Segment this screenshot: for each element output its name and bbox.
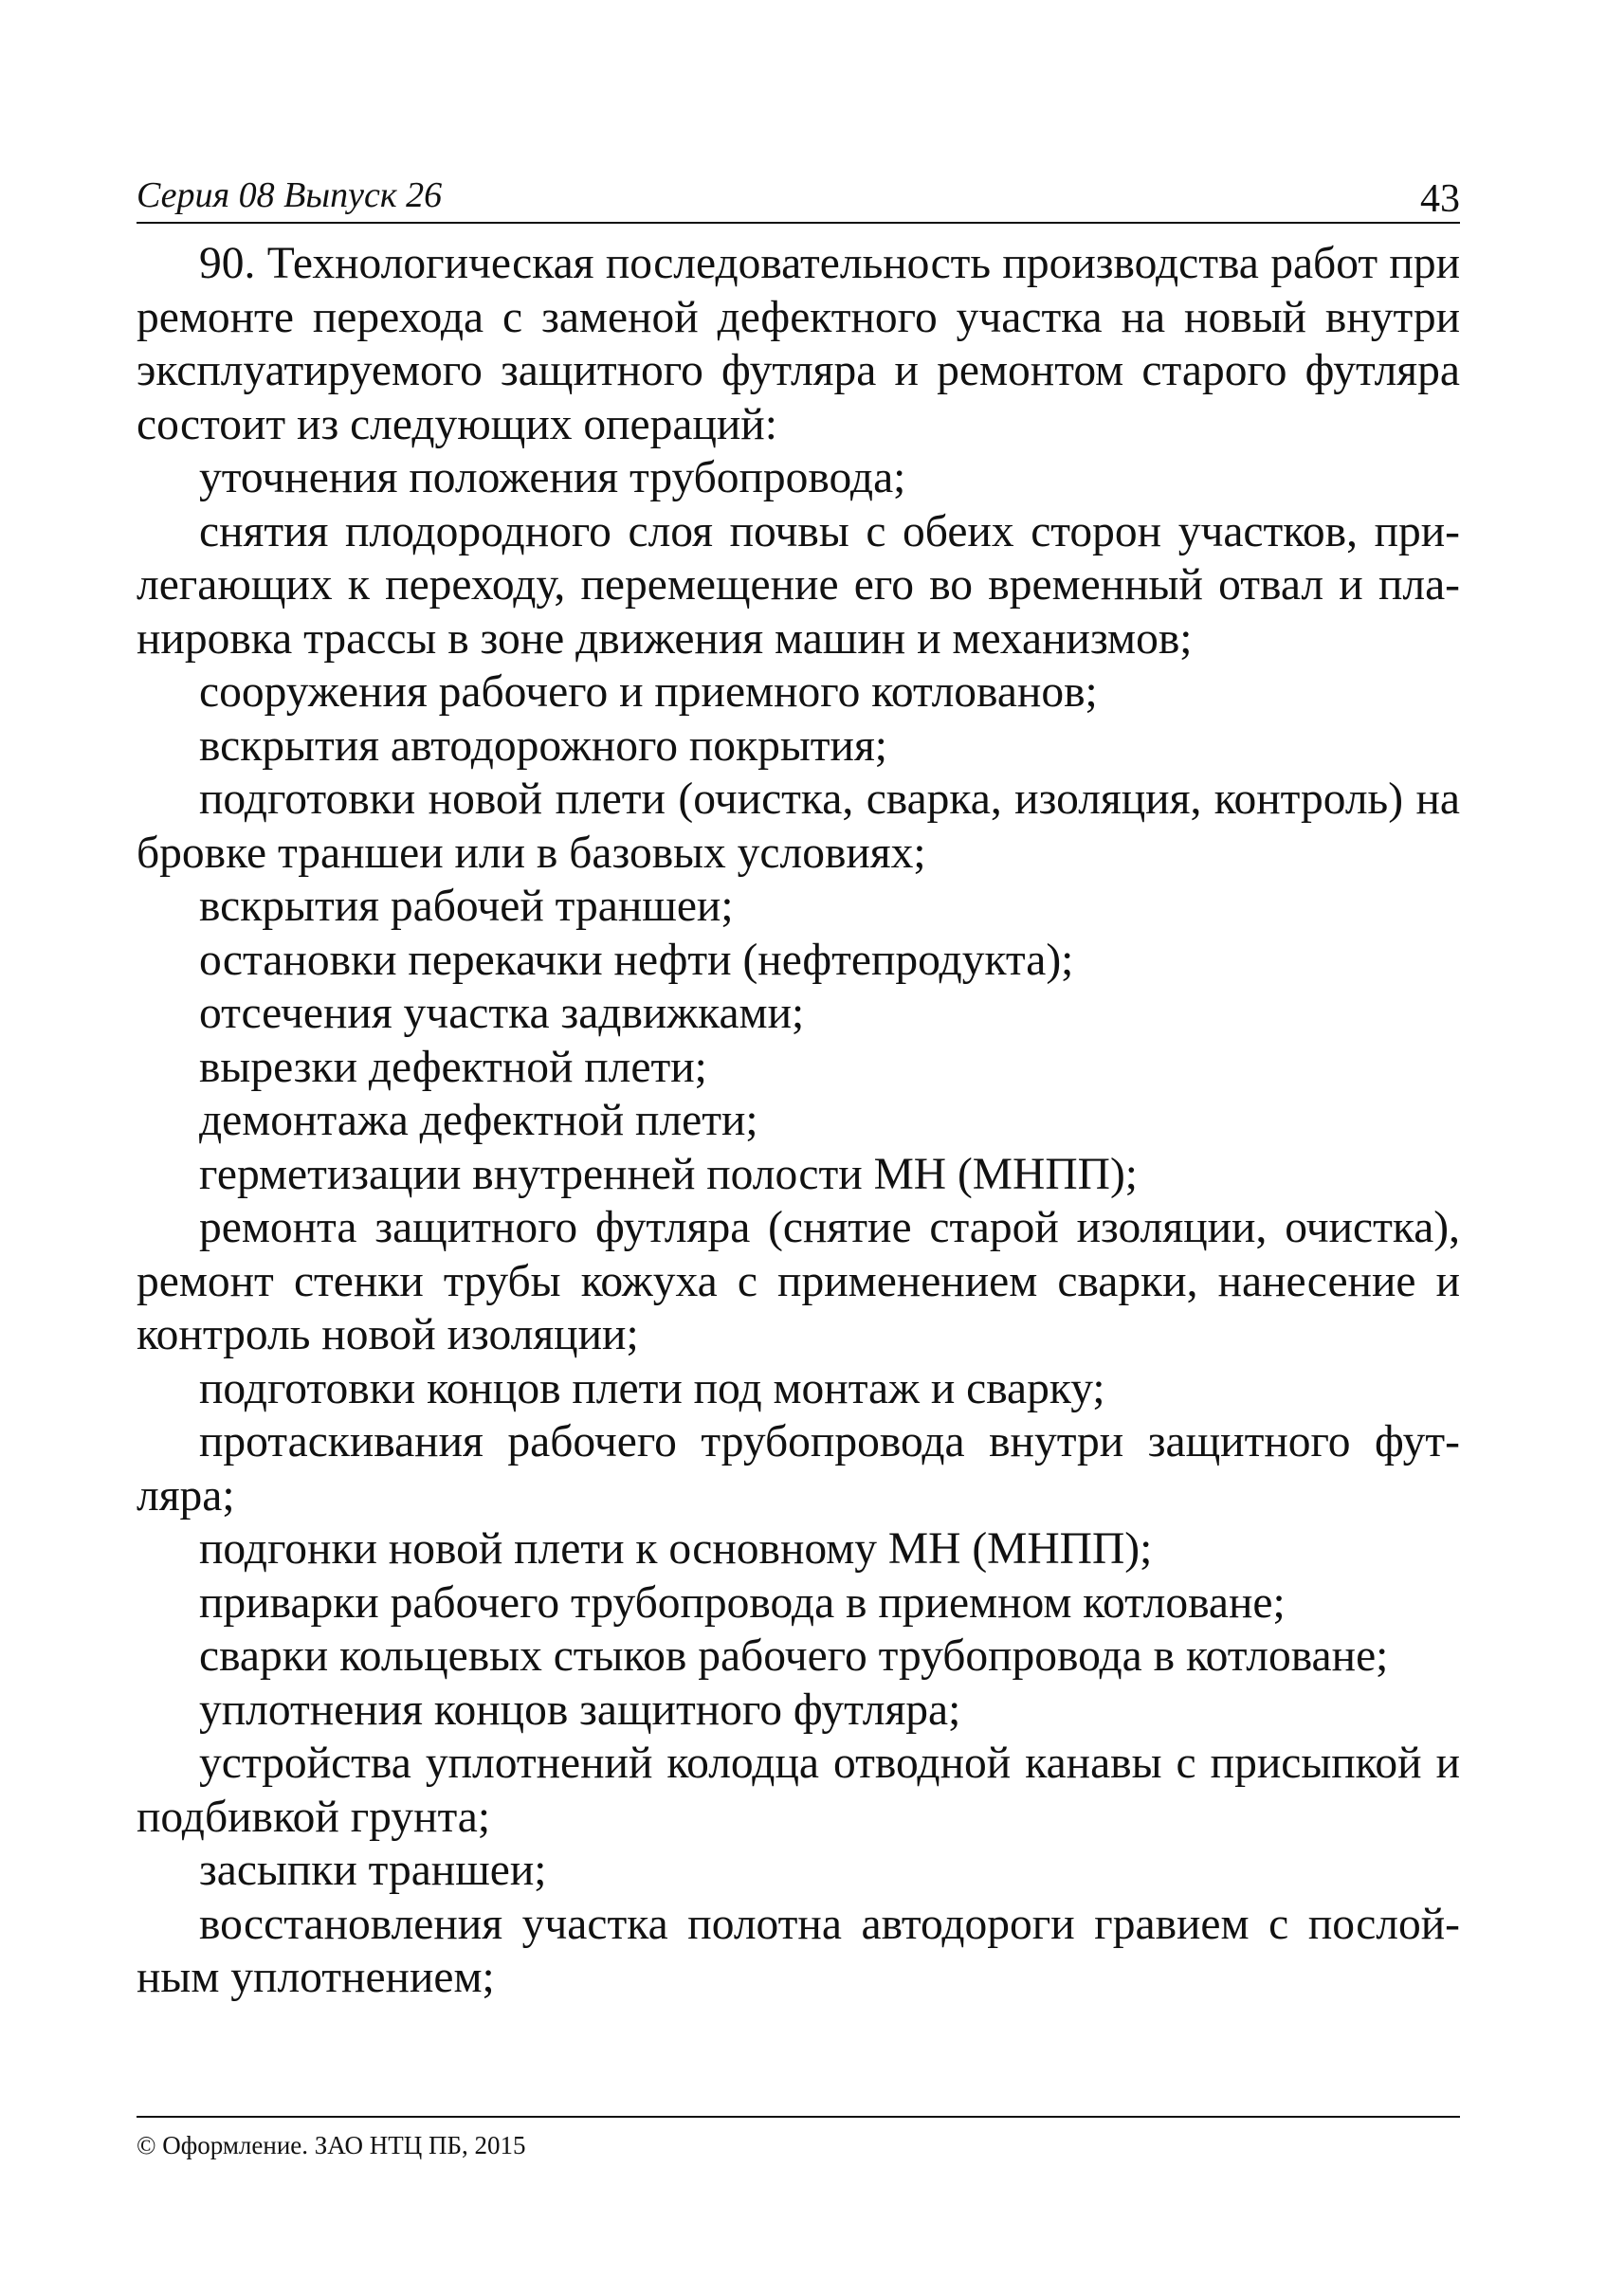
list-item: отсечения участка задвижками;: [199, 989, 805, 1038]
list-item: вскрытия автодорожного покрытия;: [199, 720, 887, 771]
list-item: уточнения положения трубопровода;: [199, 453, 906, 502]
copyright-notice: © Оформление. ЗАО НТЦ ПБ, 2015: [137, 2131, 526, 2159]
list-item: остановки перекачки нефти (нефтепродукта);: [199, 935, 1074, 985]
list-item: снятия плодородного слоя почвы с обеих сторон участков, прилегающих к переходу, перемещение его во временный отвал и планировка трассы в зоне движения машин и механизмов;: [137, 506, 1460, 664]
list-item: устройства уплотнений колодца отводной канавы с присыпкой и подбивкой грунта;: [137, 1739, 1460, 1842]
page-footer: [137, 2116, 1460, 2160]
list-item: вырезки дефектной плети;: [199, 1042, 707, 1092]
document-page: [137, 0, 1460, 2295]
list-item: сооружения рабочего и приемного котлованов;: [199, 667, 1098, 717]
list-item: герметизации внутренней полости МН (МНПП);: [199, 1149, 1138, 1199]
running-header: [137, 169, 1460, 224]
list-item: ремонта защитного футляра (снятие старой изоляции, очистка), ремонт стенки трубы кожуха с применением сварки, нанесение и контроль новой изоляции;: [137, 1203, 1460, 1359]
list-item: подготовки концов плети под монтаж и сварку;: [199, 1363, 1105, 1413]
page-number: 43: [1420, 177, 1460, 221]
list-item: восстановления участка полотна автодороги гравием с послойным уплотнением;: [137, 1899, 1460, 2002]
list-item: уплотнения концов защитного футляра;: [199, 1685, 961, 1735]
list-item: подготовки новой плети (очистка, сварка, изоляция, контроль) на бровке траншеи или в базовых условиях;: [137, 774, 1460, 878]
list-item: приварки рабочего трубопровода в приемном котловане;: [199, 1577, 1286, 1628]
list-item: вскрытия рабочей траншеи;: [199, 882, 734, 931]
list-item: демонтажа дефектной плети;: [199, 1096, 758, 1145]
list-item: подгонки новой плети к основному МН (МНПП);: [199, 1524, 1153, 1574]
body-text: [137, 237, 1460, 2005]
list-item: протаскивания рабочего трубопровода внутри защитного футляра;: [137, 1417, 1460, 1521]
list-item: сварки кольцевых стыков рабочего трубопровода в котловане;: [199, 1631, 1389, 1681]
series-label: Серия 08 Выпуск 26: [137, 175, 443, 215]
list-item: засыпки траншеи;: [199, 1846, 547, 1895]
paragraph-intro: 90. Технологическая последовательность производства работ при ремонте перехода с заменой дефектного участка на новый внутри эксплуатируемого защитного футляра и ремонтом старого футляра состоит из следующих операций:: [137, 239, 1460, 449]
